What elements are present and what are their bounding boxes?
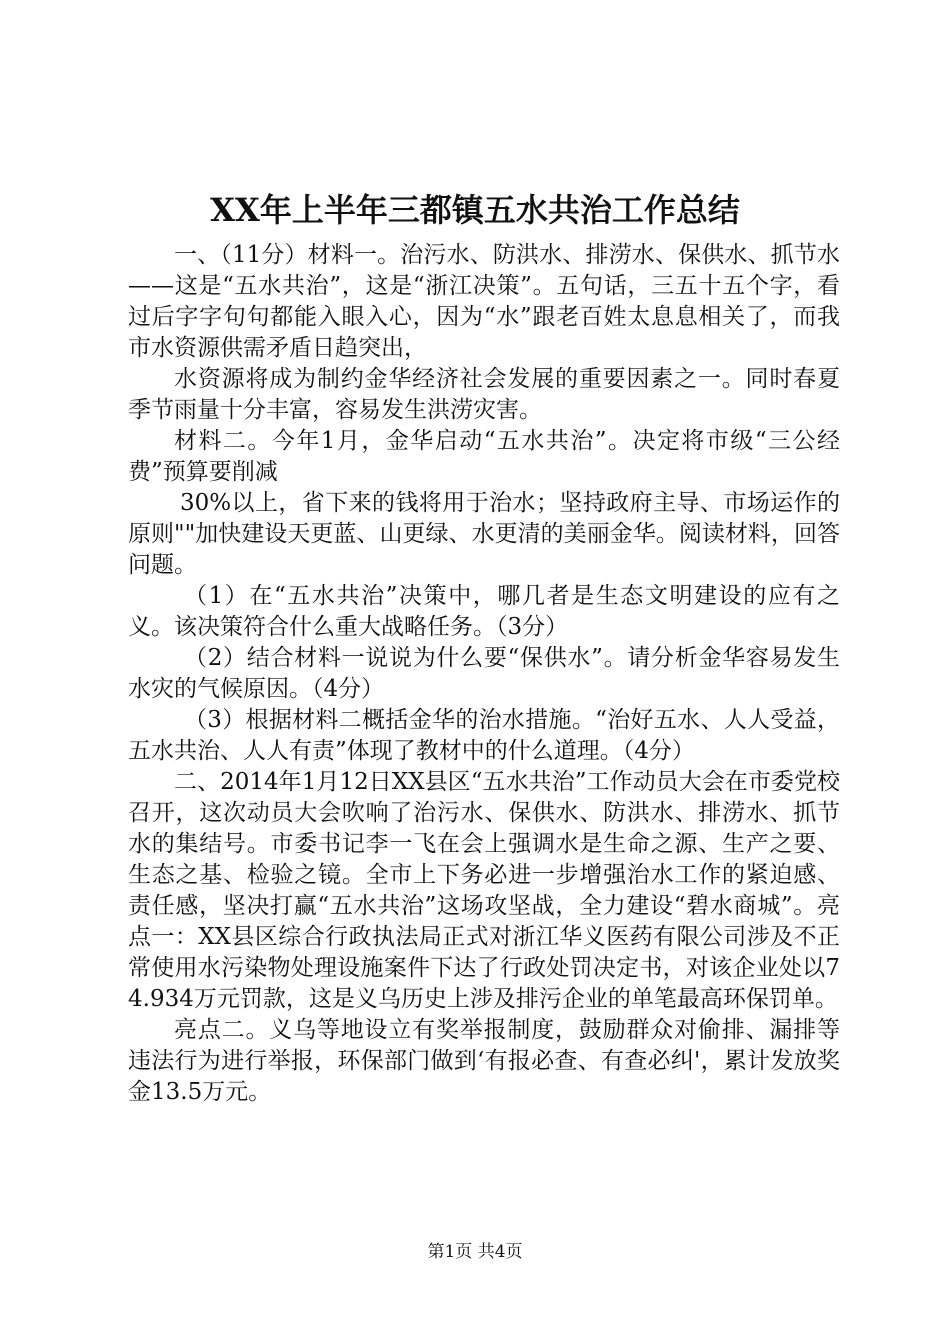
paragraph-water-resources: 水资源将成为制约金华经济社会发展的重要因素之一。同时春夏季节雨量十分丰富，容易发生洪涝灾害。: [128, 366, 840, 423]
paragraph-question-2: （2）结合材料一说说为什么要“保供水”。请分析金华容易发生水灾的气候原因。（4分）: [128, 645, 840, 702]
document-body: [128, 240, 840, 1108]
paragraph-section-two: 二、2014年1月12日XX县区“五水共治”工作动员大会在市委党校召开，这次动员大会吹响了治污水、保供水、防洪水、排涝水、抓节水的集结号。市委书记李一飞在会上强调水是生命之源、生产之要、生态之基、检验之镜。全市上下务必进一步增强治水工作的紧迫感、责任感，坚决打赢“五水共治”这场攻坚战，全力建设“碧水商城”。亮点一：XX县区综合行政执法局正式对浙江华义医药有限公司涉及不正常使用水污染物处理设施案件下达了行政处罚决定书，对该企业处以74.934万元罚款，这是义乌历史上涉及排污企业的单笔最高环保罚单。: [128, 769, 840, 1012]
paragraph-material-one: 一、（11分）材料一。治污水、防洪水、排涝水、保供水、抓节水——这是“五水共治”，这是“浙江决策”。五句话，三五十五个字，看过后字字句句都能入眼入心，因为“水”跟老百姓太息息相关了，而我市水资源供需矛盾日趋突出，: [128, 242, 840, 361]
paragraph-material-two: 材料二。今年1月，金华启动“五水共治”。决定将市级“三公经费”预算要削减: [128, 428, 840, 485]
page-number-footer: 第1页 共4页: [427, 1242, 523, 1262]
paragraph-question-1: （1）在“五水共治”决策中，哪几者是生态文明建设的应有之义。该决策符合什么重大战略任务。（3分）: [128, 583, 840, 640]
paragraph-question-3: （3）根据材料二概括金华的治水措施。“治好五水、人人受益，五水共治、人人有责”体现了教材中的什么道理。（4分）: [128, 707, 840, 764]
paragraph-budget-cut: 30%以上，省下来的钱将用于治水；坚持政府主导、市场运作的原则""加快建设天更蓝、山更绿、水更清的美丽金华。阅读材料，回答问题。: [128, 490, 840, 578]
document-title: XX年上半年三都镇五水共治工作总结: [210, 191, 740, 229]
paragraph-highlight-two: 亮点二。义乌等地设立有奖举报制度，鼓励群众对偷排、漏排等违法行为进行举报，环保部门做到‘有报必查、有查必纠'，累计发放奖金13.5万元。: [128, 1017, 840, 1105]
